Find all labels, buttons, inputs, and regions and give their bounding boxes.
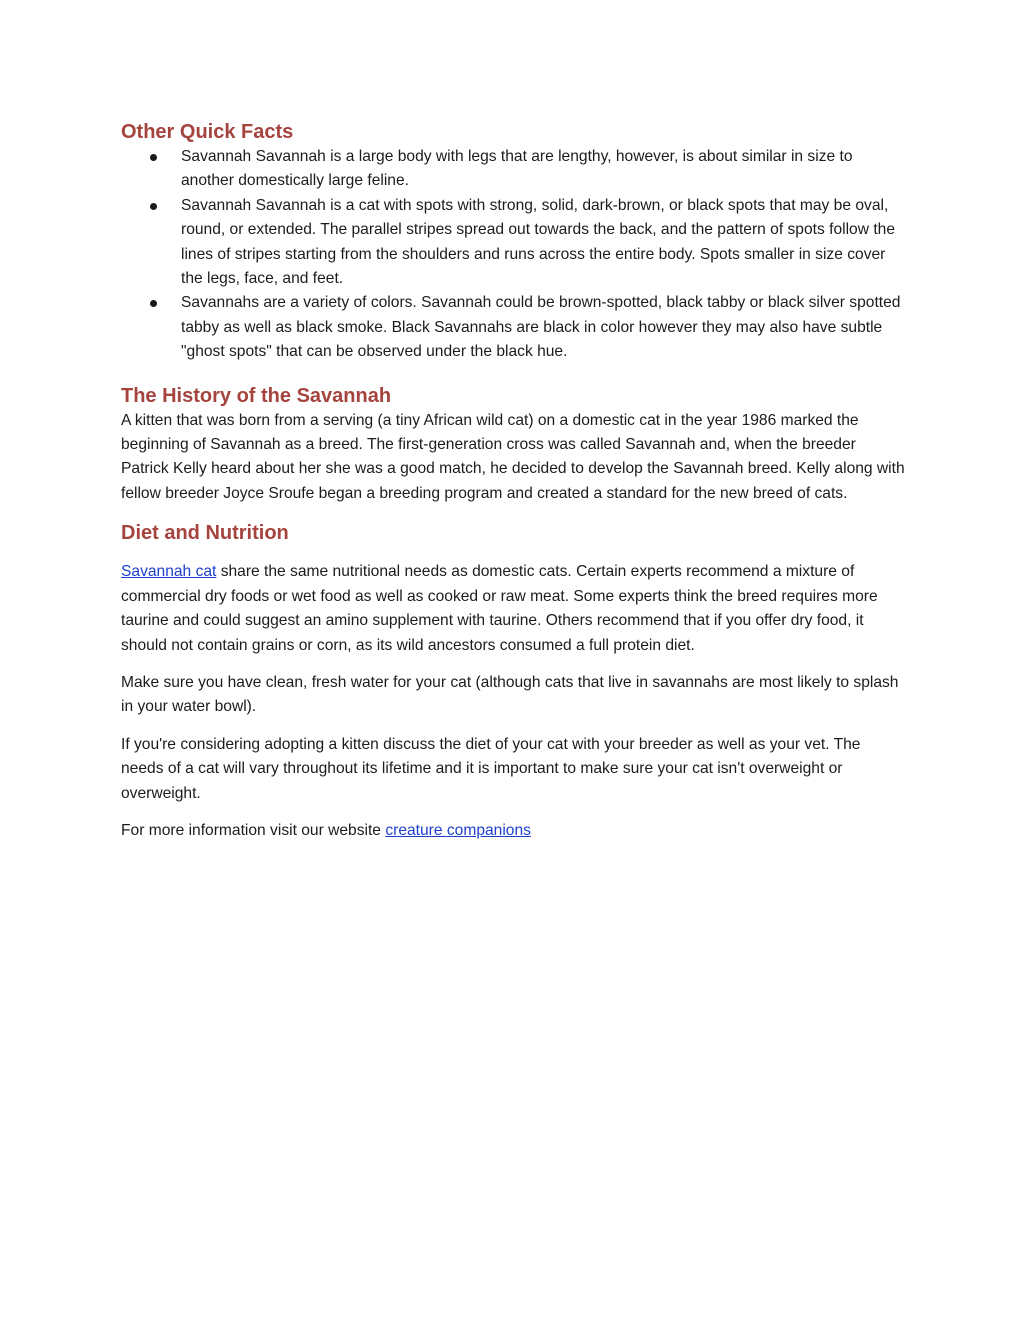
diet-paragraph-1-text: share the same nutritional needs as domestic cats. Certain experts recommend a mixture of commercial dry foods or wet food as well as cooked or raw meat. Some experts think the breed requires more taurine and could suggest an amino supplement with taurine. Others recommend that if you offer dry food, it should not contain grains or corn, as its wild ancestors consumed a full protein diet. (121, 563, 878, 654)
list-item (121, 194, 906, 292)
heading-history: The History of the Savannah (121, 384, 392, 407)
diet-paragraph-3: If you're considering adopting a kitten discuss the diet of your cat with your breeder as well as your vet. The needs of a cat will vary throughout its lifetime and it is important to make sure your cat isn't overweight or overweight. (121, 735, 861, 802)
more-info-paragraph (121, 819, 906, 843)
diet-paragraph-2: Make sure you have clean, fresh water for your cat (although cats that live in savannahs are most likely to splash in your water bowl). (121, 673, 899, 716)
bullet-icon (150, 203, 157, 210)
list-item-text: Savannah Savannah is a cat with spots with strong, solid, dark-brown, or black spots that may be oval, round, or extended. The parallel stripes spread out towards the back, and the pattern of spots follow the lines of stripes starting from the shoulders and runs across the entire body. Spots smaller in size cover the legs, face, and feet. (181, 196, 895, 288)
document-page (121, 118, 906, 843)
savannah-cat-link[interactable]: Savannah cat (121, 563, 217, 581)
creature-companions-link[interactable]: creature companions (385, 821, 531, 839)
list-item-text: Savannahs are a variety of colors. Savannah could be brown-spotted, black tabby or black silver spotted tabby as well as black smoke. Black Savannahs are black in color however they may also have subtle "ghost spots" that can be observed under the black hue. (181, 294, 901, 361)
heading-diet-nutrition: Diet and Nutrition (121, 522, 289, 545)
heading-other-quick-facts: Other Quick Facts (121, 121, 294, 143)
diet-paragraph-1 (121, 560, 906, 658)
history-paragraph: A kitten that was born from a serving (a tiny African wild cat) on a domestic cat in the year 1986 marked the beginning of Savannah as a breed. The first-generation cross was called Savannah and, when the breeder Patrick Kelly heard about her she was a good match, he decided to develop the Savannah breed. Kelly along with fellow breeder Joyce Sroufe began a breeding program and created a standard for the new breed of cats. (121, 411, 905, 502)
bullet-icon (150, 300, 157, 307)
more-info-text: For more information visit our website (121, 821, 386, 839)
quick-facts-list (121, 145, 906, 365)
bullet-icon (150, 154, 157, 161)
list-item (121, 145, 906, 194)
list-item-text: Savannah Savannah is a large body with legs that are lengthy, however, is about similar in size to another domestically large feline. (181, 148, 853, 190)
list-item (121, 291, 906, 364)
